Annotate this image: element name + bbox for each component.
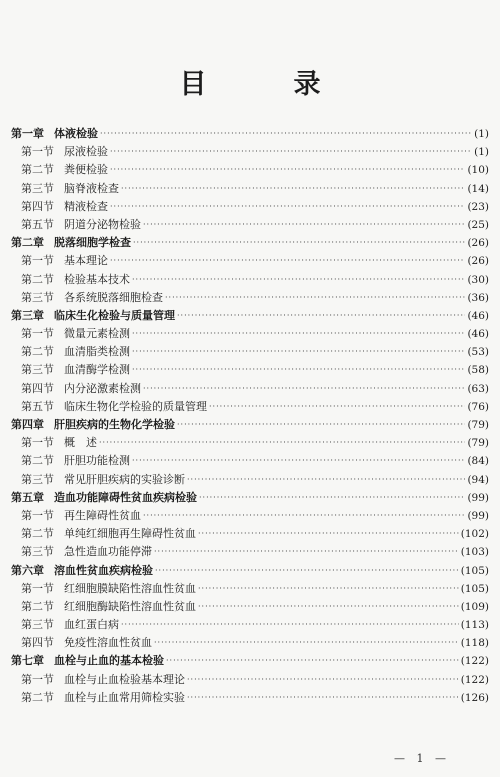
leader-dots (209, 398, 465, 416)
toc-entry-number: 第一节 (21, 508, 54, 522)
toc-section-row (11, 398, 489, 416)
toc-entry-title: 血栓与止血检验基本理论 (64, 672, 185, 686)
toc-section-row (11, 598, 489, 616)
toc-entry-label (21, 361, 130, 379)
toc-entry-title: 再生障碍性贫血 (64, 508, 141, 522)
toc-page-number: (1) (474, 146, 489, 159)
toc-page-number: (113) (460, 619, 489, 632)
toc-section-row (11, 543, 489, 561)
toc-entry-title: 概 述 (64, 436, 97, 450)
leader-dots (155, 562, 459, 580)
leader-dots (110, 198, 465, 216)
toc-entry-label (21, 452, 130, 470)
toc-entry-label (21, 380, 141, 398)
toc-entry-title: 免疫性溶血性贫血 (64, 636, 152, 650)
toc-entry-label (11, 562, 153, 580)
toc-page-number: (1) (474, 128, 489, 140)
toc-entry-number: 第四节 (21, 199, 54, 213)
toc-entry-number: 第一节 (21, 327, 54, 341)
toc-entry-label (21, 289, 163, 307)
toc-entry-number: 第三节 (21, 181, 54, 195)
toc-page-number: (36) (467, 291, 489, 304)
toc-entry-title: 各系统脱落细胞检查 (64, 290, 163, 304)
toc-section-row (11, 689, 489, 707)
toc-entry-title: 造血功能障碍性贫血疾病检验 (54, 490, 197, 504)
toc-entry-number: 第三节 (21, 472, 54, 486)
leader-dots (154, 634, 459, 652)
toc-entry-label (21, 198, 108, 216)
toc-entry-title: 尿液检验 (64, 145, 108, 159)
toc-entry-title: 血清脂类检测 (64, 345, 130, 359)
toc-section-row (11, 161, 489, 179)
leader-dots (198, 598, 459, 616)
toc-entry-label (11, 307, 175, 325)
leader-dots (166, 652, 459, 670)
toc-section-row (11, 434, 489, 452)
toc-section-row (11, 671, 489, 689)
toc-entry-label (21, 143, 108, 161)
toc-page-number: (84) (467, 455, 489, 468)
toc-entry-label (21, 598, 196, 616)
leader-dots (121, 180, 465, 198)
toc-section-row (11, 198, 489, 216)
toc-entry-label (21, 634, 152, 652)
leader-dots (110, 143, 472, 161)
toc-entry-number: 第四章 (11, 418, 44, 431)
toc-page-number: (118) (460, 637, 489, 650)
toc-entry-title: 血栓与止血的基本检验 (54, 654, 164, 668)
toc-page-number: (105) (460, 582, 489, 595)
toc-entry-title: 血栓与止血常用筛检实验 (64, 690, 185, 704)
toc-page-number: (122) (460, 655, 489, 668)
toc-entry-number: 第二节 (21, 690, 54, 704)
toc-entry-label (21, 325, 130, 343)
leader-dots (110, 161, 465, 179)
toc-page-number: (109) (460, 600, 489, 613)
toc-entry-label (11, 125, 98, 143)
toc-entry-number: 第五节 (21, 217, 54, 231)
leader-dots (143, 507, 465, 525)
toc-entry-title: 脑脊液检查 (64, 181, 119, 195)
toc-section-row (11, 452, 489, 470)
toc-entry-number: 第三章 (11, 308, 44, 322)
leader-dots (198, 525, 459, 543)
toc-entry-title: 基本理论 (64, 254, 108, 268)
toc-entry-number: 第三节 (21, 545, 54, 559)
leader-dots (133, 234, 465, 252)
toc-entry-number: 第一章 (11, 127, 44, 140)
toc-entry-number: 第一节 (21, 672, 54, 686)
leader-dots (99, 434, 465, 452)
toc-page-number: (79) (467, 419, 489, 431)
toc-section-row (11, 634, 489, 652)
leader-dots (100, 125, 472, 143)
toc-entry-number: 第五章 (11, 490, 44, 504)
toc-page-number: (26) (467, 255, 489, 268)
toc-entry-label (11, 489, 197, 507)
toc-entry-number: 第一节 (21, 254, 54, 268)
toc-entry-number: 第七章 (11, 654, 44, 668)
toc-page-number: (46) (467, 328, 489, 341)
leader-dots (177, 416, 465, 434)
toc-page-number: (58) (467, 364, 489, 377)
leader-dots (198, 580, 459, 598)
toc-entry-label (21, 180, 119, 198)
toc-page-number: (63) (467, 382, 489, 395)
toc-section-row (11, 525, 489, 543)
toc-entry-title: 体液检验 (54, 127, 98, 140)
leader-dots (187, 689, 459, 707)
leader-dots (177, 307, 465, 325)
toc-section-row (11, 507, 489, 525)
toc-chapter-row (11, 125, 489, 143)
toc-page-number: (126) (460, 691, 489, 704)
toc-entry-number: 第二节 (21, 527, 54, 541)
toc-section-row (11, 361, 489, 379)
toc-entry-number: 第一节 (21, 145, 54, 159)
toc-chapter-row (11, 234, 489, 252)
toc-page-number: (99) (467, 509, 489, 522)
toc-entry-label (11, 416, 175, 434)
toc-entry-label (11, 652, 164, 670)
toc-chapter-row (11, 489, 489, 507)
toc-entry-title: 临床生物化学检验的质量管理 (64, 399, 207, 413)
toc-section-row (11, 289, 489, 307)
toc-page-number: (79) (467, 437, 489, 450)
toc-section-row (11, 180, 489, 198)
toc-entry-number: 第三节 (21, 618, 54, 632)
toc-entry-label (21, 434, 97, 452)
toc-page-number: (25) (467, 218, 489, 231)
toc-page-number: (46) (467, 309, 489, 322)
toc-section-row (11, 143, 489, 161)
toc-entry-title: 红细胞膜缺陷性溶血性贫血 (64, 581, 196, 595)
toc-entry-title: 微量元素检测 (64, 327, 130, 341)
toc-section-row (11, 271, 489, 289)
toc-page-number: (105) (460, 564, 489, 577)
toc-page-number: (53) (467, 346, 489, 359)
toc-page-number: (76) (467, 400, 489, 413)
toc-page-number: (103) (460, 546, 489, 559)
toc-entry-label (21, 216, 141, 234)
toc-entry-number: 第二节 (21, 345, 54, 359)
toc-entry-title: 检验基本技术 (64, 272, 130, 286)
leader-dots (143, 380, 465, 398)
leader-dots (110, 252, 465, 270)
toc-page-number: (102) (460, 528, 489, 541)
toc-entry-title: 阴道分泌物检验 (64, 217, 141, 231)
toc-entry-label (11, 234, 131, 252)
toc-entry-title: 红细胞酶缺陷性溶血性贫血 (64, 599, 196, 613)
leader-dots (132, 343, 465, 361)
toc-entry-label (21, 252, 108, 270)
toc-entry-number: 第二节 (21, 599, 54, 613)
toc-entry-title: 肝胆功能检测 (64, 454, 130, 468)
toc-entry-number: 第二节 (21, 454, 54, 468)
toc-section-row (11, 216, 489, 234)
toc-entry-label (21, 671, 185, 689)
toc-entry-number: 第四节 (21, 636, 54, 650)
toc-entry-label (21, 580, 196, 598)
toc-entry-number: 第五节 (21, 399, 54, 413)
toc-entry-title: 溶血性贫血疾病检验 (54, 563, 153, 577)
toc-page-number: (30) (467, 273, 489, 286)
leader-dots (132, 452, 465, 470)
toc-entry-title: 血红蛋白病 (64, 618, 119, 632)
table-of-contents (11, 125, 489, 707)
toc-section-row (11, 616, 489, 634)
toc-entry-label (21, 471, 185, 489)
toc-page-number: (122) (460, 673, 489, 686)
toc-entry-label (21, 543, 152, 561)
toc-entry-title: 内分泌激素检测 (64, 381, 141, 395)
toc-entry-label (21, 271, 130, 289)
toc-section-row (11, 580, 489, 598)
page-number: — 1 — (394, 752, 450, 765)
page-title: 目 录 (179, 69, 351, 100)
leader-dots (132, 361, 465, 379)
toc-entry-title: 单纯红细胞再生障碍性贫血 (64, 527, 196, 541)
toc-entry-label (21, 343, 130, 361)
toc-entry-number: 第一节 (21, 581, 54, 595)
toc-page-number: (14) (467, 182, 489, 195)
leader-dots (143, 216, 465, 234)
toc-entry-title: 常见肝胆疾病的实验诊断 (64, 472, 185, 486)
toc-page-number: (99) (467, 491, 489, 504)
toc-page-number: (94) (467, 473, 489, 486)
toc-entry-number: 第二节 (21, 272, 54, 286)
toc-section-row (11, 343, 489, 361)
toc-entry-label (21, 507, 141, 525)
toc-entry-number: 第三节 (21, 290, 54, 304)
leader-dots (199, 489, 465, 507)
toc-entry-number: 第六章 (11, 563, 44, 577)
toc-entry-label (21, 616, 119, 634)
toc-entry-label (21, 161, 108, 179)
toc-section-row (11, 380, 489, 398)
toc-chapter-row (11, 416, 489, 434)
leader-dots (154, 543, 459, 561)
leader-dots (187, 471, 465, 489)
toc-entry-number: 第四节 (21, 381, 54, 395)
toc-entry-number: 第三节 (21, 363, 54, 377)
toc-section-row (11, 252, 489, 270)
toc-entry-number: 第二章 (11, 236, 44, 250)
toc-section-row (11, 471, 489, 489)
leader-dots (132, 271, 465, 289)
toc-page-number: (10) (467, 164, 489, 177)
toc-entry-title: 临床生化检验与质量管理 (54, 308, 175, 322)
toc-entry-label (21, 689, 185, 707)
leader-dots (165, 289, 465, 307)
leader-dots (187, 671, 459, 689)
toc-page-number: (26) (467, 237, 489, 250)
toc-section-row (11, 325, 489, 343)
toc-entry-number: 第二节 (21, 163, 54, 177)
toc-entry-title: 精液检查 (64, 199, 108, 213)
toc-entry-label (21, 398, 207, 416)
toc-chapter-row (11, 562, 489, 580)
leader-dots (121, 616, 459, 634)
leader-dots (132, 325, 465, 343)
toc-entry-title: 急性造血功能停滞 (64, 545, 152, 559)
toc-entry-label (21, 525, 196, 543)
toc-entry-title: 血清酶学检测 (64, 363, 130, 377)
toc-chapter-row (11, 307, 489, 325)
toc-entry-title: 脱落细胞学检查 (54, 236, 131, 250)
toc-chapter-row (11, 652, 489, 670)
toc-entry-number: 第一节 (21, 436, 54, 450)
toc-page-number: (23) (467, 200, 489, 213)
toc-entry-title: 粪便检验 (64, 163, 108, 177)
toc-entry-title: 肝胆疾病的生物化学检验 (54, 418, 175, 431)
